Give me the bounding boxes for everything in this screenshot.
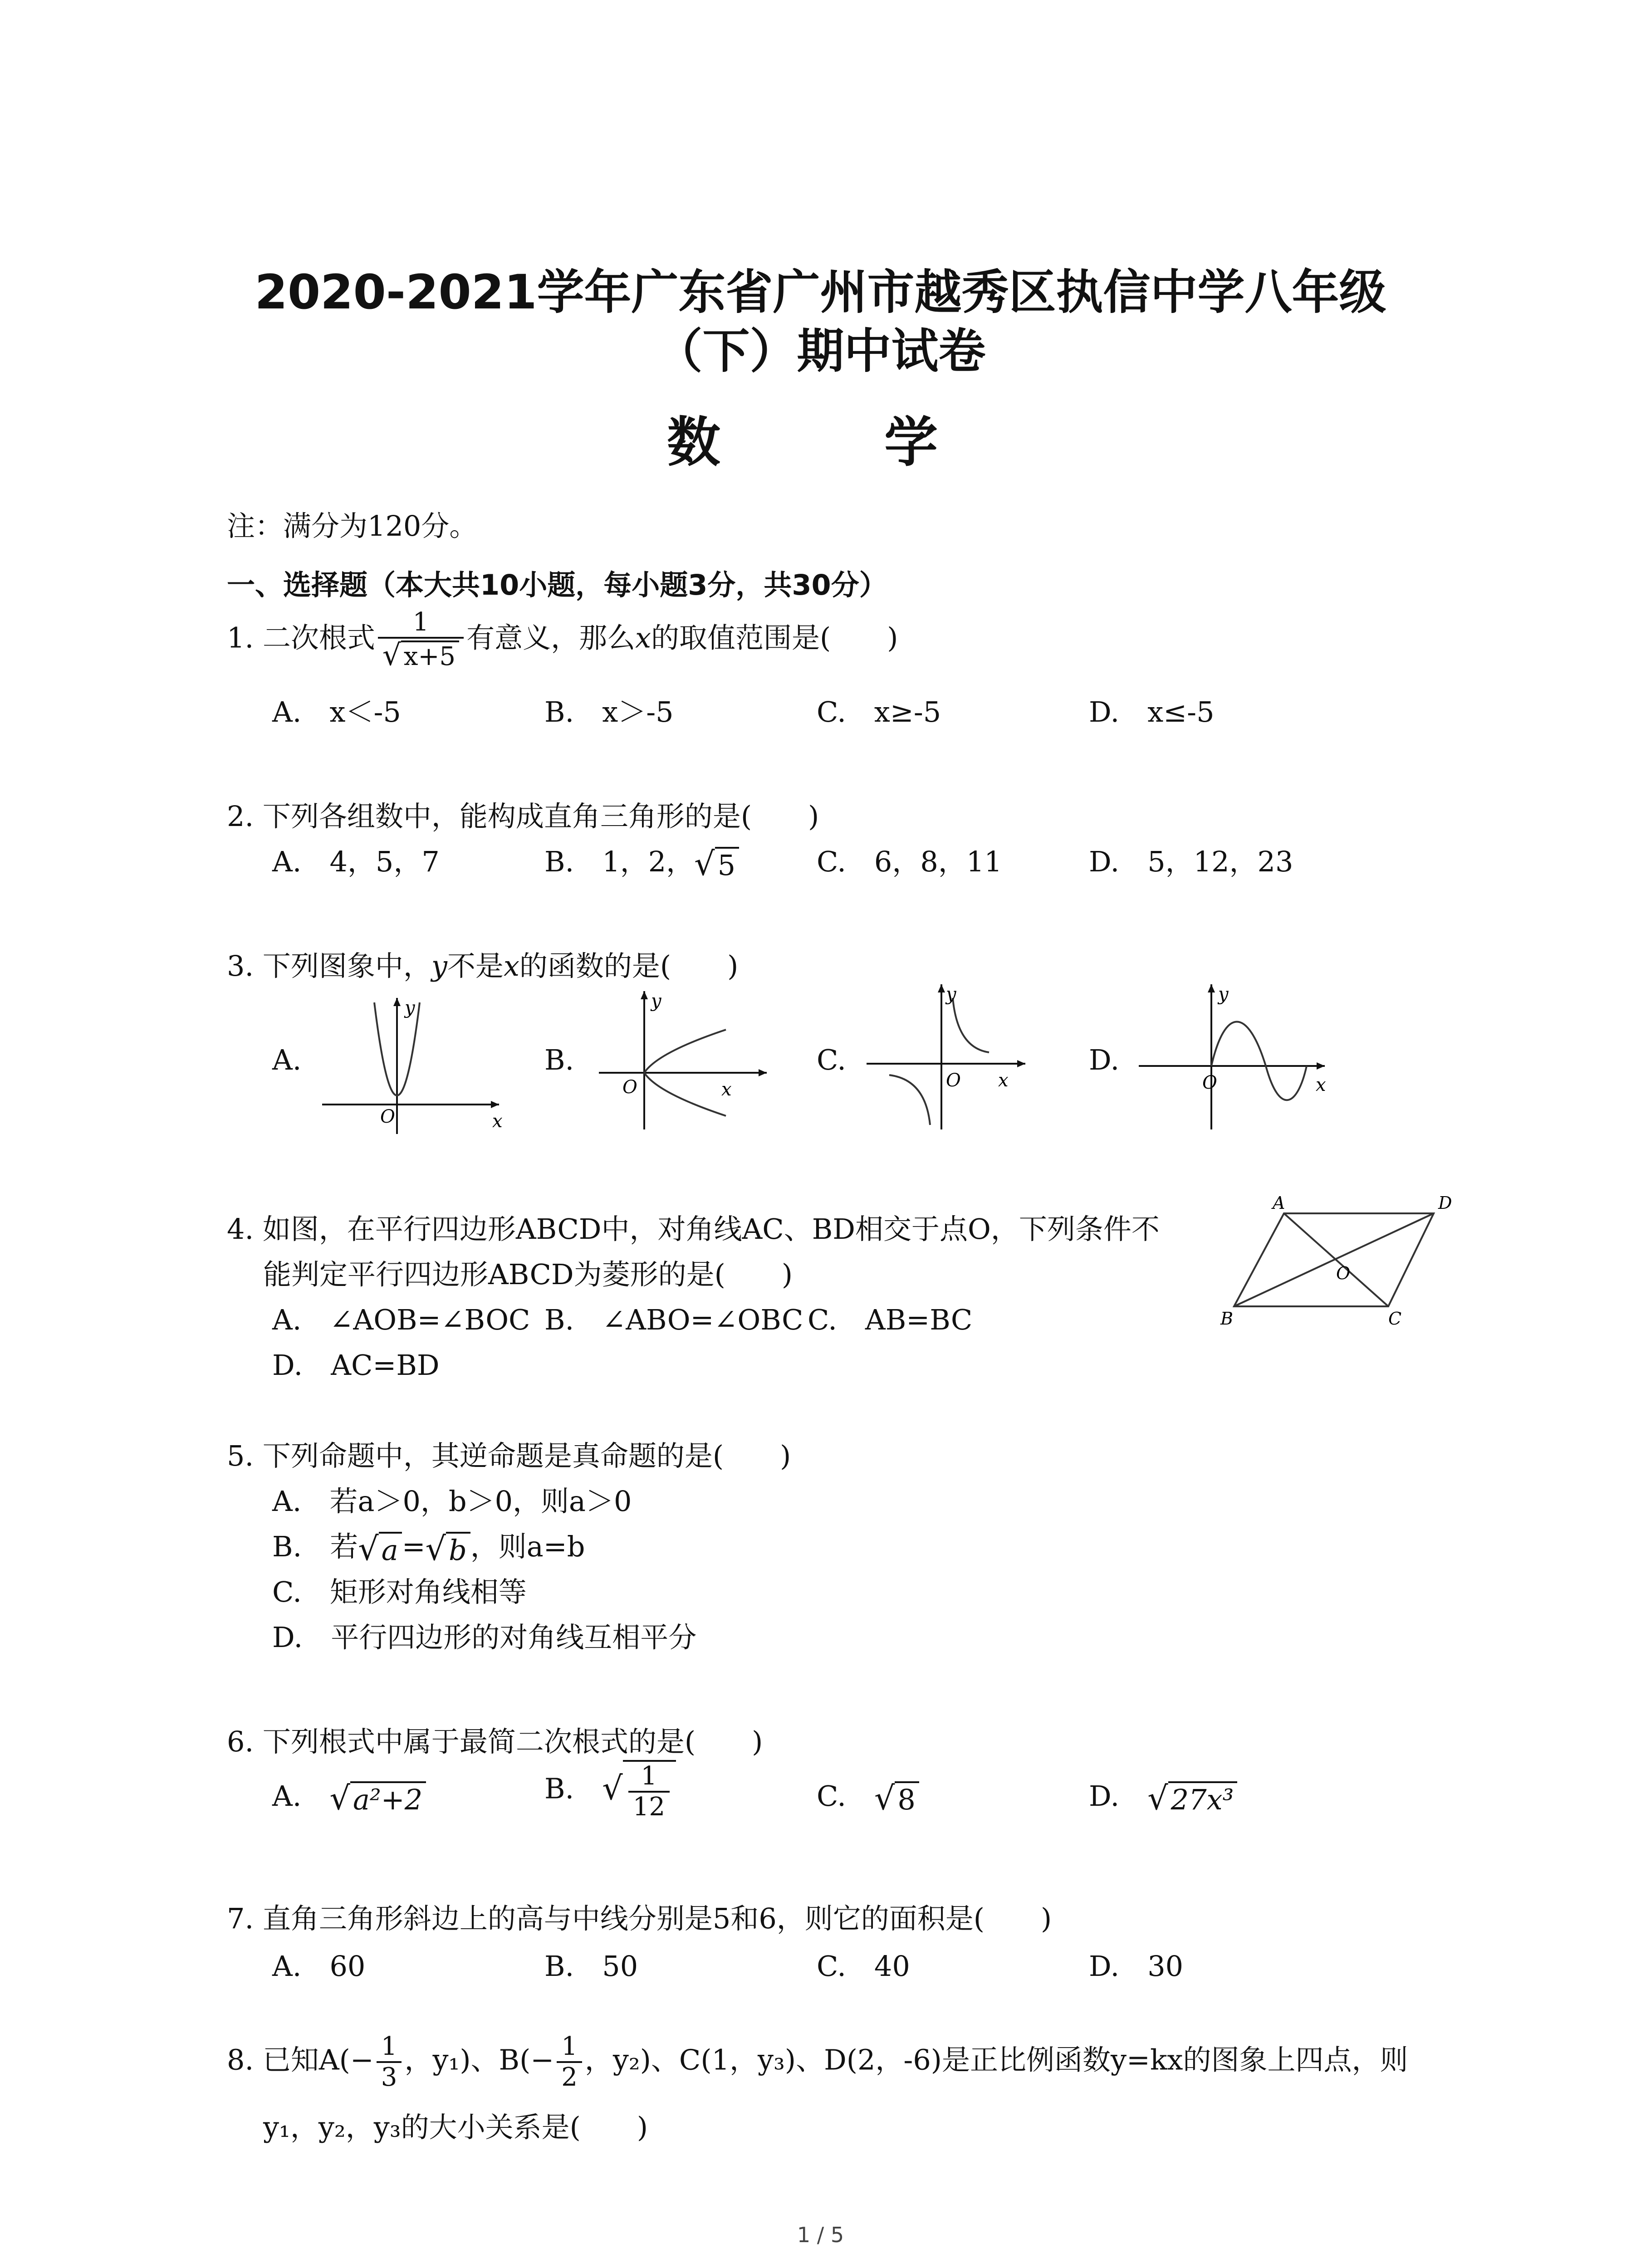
- fraction: $\frac{1}{3}$: [377, 2032, 402, 2092]
- q3-option-a: A.: [272, 1043, 302, 1076]
- q4-option-a: A. ∠AOB=∠BOC: [272, 1303, 530, 1336]
- q4-option-b: B. ∠ABO=∠OBC: [544, 1303, 803, 1336]
- y-axis-label: y: [651, 991, 661, 1012]
- question-number: 6.: [227, 1725, 254, 1758]
- question-text: 下列命题中，其逆命题是真命题的是( ): [262, 1439, 791, 1472]
- fraction: $\frac{1}{12}$: [628, 1762, 670, 1822]
- sqrt: √ x+5: [382, 639, 459, 672]
- q2-option-a: A. 4，5，7: [272, 845, 440, 878]
- q1-option-d: D. x≤-5: [1089, 695, 1215, 728]
- q2-option-d: D. 5，12，23: [1089, 845, 1293, 878]
- q5-option-c: C. 矩形对角线相等: [272, 1575, 527, 1608]
- y-axis-label: y: [946, 984, 956, 1005]
- fraction: [378, 608, 464, 672]
- graph-d-cubic-wave: [1134, 980, 1334, 1134]
- label-a: A: [1273, 1193, 1285, 1213]
- y-axis-label: y: [405, 997, 415, 1018]
- q1-option-c: C. x≥-5: [817, 695, 941, 728]
- origin-label: O: [1202, 1072, 1217, 1093]
- question-number: 4.: [227, 1212, 254, 1246]
- origin-label: O: [622, 1077, 637, 1098]
- title-line-1: 2020-2021学年广东省广州市越秀区执信中学八年级: [255, 264, 1386, 320]
- q5-option-a: A. 若a＞0，b＞0，则a＞0: [272, 1485, 632, 1518]
- origin-label: O: [946, 1070, 961, 1091]
- question-number: 1.: [227, 621, 254, 655]
- q3-option-d: D.: [1089, 1043, 1120, 1076]
- q6-option-c: C. √8: [817, 1774, 919, 1817]
- sqrt: √a: [358, 1530, 402, 1568]
- q1-option-a: A. x＜-5: [272, 695, 401, 728]
- section-heading: 一、选择题（本大共10小题，每小题3分，共30分）: [227, 568, 887, 601]
- question-number: 5.: [227, 1439, 254, 1472]
- q7-option-d: D. 30: [1089, 1950, 1184, 1983]
- denominator: [378, 639, 464, 672]
- label-d: D: [1438, 1193, 1452, 1213]
- question-3: 3. 下列图象中，y不是x的函数的是( ): [227, 949, 739, 982]
- question-4: [227, 1207, 1160, 1247]
- q6-option-d: D. √27x³: [1089, 1774, 1237, 1817]
- question-6: [227, 1719, 763, 1760]
- sqrt: √5: [694, 845, 739, 883]
- sqrt: √8: [874, 1779, 919, 1817]
- question-number: 8.: [227, 2043, 254, 2077]
- question-8-line-2: y₁，y₂，y₃的大小关系是( ): [263, 2111, 648, 2144]
- question-number: 2.: [227, 800, 254, 833]
- score-note: 注：满分为120分。: [227, 509, 478, 543]
- q2-option-b: B. 1，2，√5: [544, 839, 739, 883]
- origin-label: O: [380, 1106, 395, 1127]
- graph-a-parabola: [318, 989, 508, 1139]
- label-b: B: [1220, 1309, 1233, 1329]
- sqrt: √27x³: [1147, 1779, 1237, 1817]
- question-4-line-2: 能判定平行四边形ABCD为菱形的是( ): [263, 1258, 793, 1291]
- sqrt: √ $\frac{1}{12}$: [602, 1760, 676, 1822]
- question-1: 1. 二次根式 $\frac{1}{√ x+5}$ 有意义，那么x的取值范围是( ): [227, 607, 898, 673]
- question-text: 如图，在平行四边形ABCD中，对角线AC、BD相交于点O，下列条件不: [262, 1212, 1160, 1246]
- q7-option-a: A. 60: [272, 1950, 366, 1983]
- q1-option-b: B. x＞-5: [544, 695, 674, 728]
- q2-option-c: C. 6，8，11: [817, 845, 1002, 878]
- fraction: $\frac{1}{2}$: [557, 2032, 582, 2092]
- q3-option-c: C.: [817, 1043, 846, 1076]
- q5-option-b: B. 若√a =√b ，则a=b: [272, 1530, 585, 1568]
- subject-title: 数 学: [666, 411, 1011, 474]
- parallelogram-figure: [1207, 1188, 1461, 1334]
- question-text: 下列各组数中，能构成直角三角形的是( ): [262, 800, 819, 833]
- question-7: [227, 1896, 1052, 1936]
- page-number: 1 / 5: [797, 2223, 844, 2247]
- x-axis-label: x: [998, 1070, 1009, 1091]
- question-2: [227, 794, 819, 834]
- x-axis-label: x: [1316, 1075, 1326, 1095]
- question-text: 下列根式中属于最简二次根式的是( ): [262, 1725, 763, 1758]
- q5-option-d: D. 平行四边形的对角线互相平分: [272, 1621, 697, 1654]
- sqrt: √a²+2: [330, 1779, 426, 1817]
- label-c: C: [1388, 1309, 1402, 1329]
- x-axis-label: x: [492, 1111, 503, 1132]
- q7-option-c: C. 40: [817, 1950, 910, 1983]
- label-o: O: [1336, 1263, 1351, 1283]
- x-axis-label: x: [721, 1079, 732, 1100]
- sqrt: √b: [426, 1530, 470, 1568]
- q7-option-b: B. 50: [544, 1950, 638, 1983]
- question-text: 二次根式: [262, 621, 375, 655]
- q3-option-b: B.: [544, 1043, 574, 1076]
- question-number: 7.: [227, 1902, 254, 1935]
- q6-option-a: A. √a²+2: [272, 1774, 426, 1817]
- y-axis-label: y: [1218, 984, 1229, 1005]
- question-8: 8. 已知A(− $\frac{1}{3}$ ，y₁)、B(− $\frac{1}{2}$ ，y₂)、C(1，y₃)、D(2，-6)是正比例函数y=kx的图象上四点，则: [227, 2032, 1408, 2092]
- title-line-2: （下）期中试卷: [655, 323, 986, 379]
- numerator: 1: [378, 608, 464, 639]
- question-number: 3.: [227, 949, 254, 982]
- q6-option-b: B. √ $\frac{1}{12}$: [544, 1760, 676, 1822]
- graph-b-sideways-parabola: [590, 984, 771, 1134]
- q4-option-d: D. AC=BD: [272, 1349, 440, 1382]
- graph-c-hyperbola: [862, 980, 1034, 1134]
- question-5: [227, 1433, 791, 1474]
- q4-option-c: C. AB=BC: [808, 1303, 973, 1336]
- question-text: 直角三角形斜边上的高与中线分别是5和6，则它的面积是( ): [262, 1902, 1052, 1935]
